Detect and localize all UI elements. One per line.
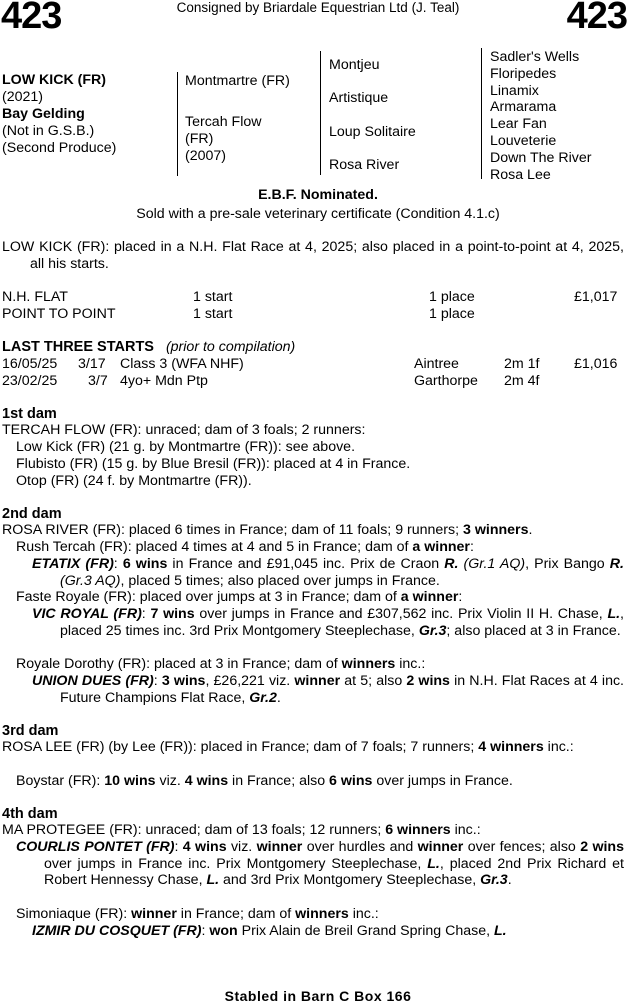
ggp-5: Lear Fan — [490, 116, 547, 133]
dam4-heading: 4th dam — [2, 806, 58, 822]
lot-number: 423 — [1, 0, 62, 37]
dam1-foal: Low Kick (FR) (21 g. by Montmartre (FR)): see above. — [16, 439, 356, 455]
great-grandparents — [490, 49, 591, 183]
vet-note: Sold with a pre-sale veterinary certificate (Condition 4.1.c) — [136, 206, 500, 222]
ggp-2: Floripedes — [490, 65, 557, 82]
dam4-line: MA PROTEGEE (FR): unraced; dam of 13 foals; 12 runners; 6 winners inc.: — [2, 822, 481, 838]
horse-info — [2, 72, 116, 157]
lot-number-right: 423 — [566, 0, 627, 37]
pedigree-divider-2 — [320, 51, 321, 175]
dam2-produce-royale: Royale Dorothy (FR): placed at 3 in France; dam of winners inc.: — [16, 656, 426, 672]
dam-sire: Loup Solitaire — [329, 124, 416, 140]
record-row: POINT TO POINT 1 start 1 place — [2, 306, 475, 322]
dam1-foal: Otop (FR) (24 f. by Montmartre (FR)). — [16, 473, 252, 489]
dam2-heading: 2nd dam — [2, 506, 62, 522]
pedigree-divider-1 — [177, 72, 178, 176]
last-start-row: 16/05/25 3/17 Class 3 (WFA NHF) Aintree 2m 1f £1,016 — [2, 356, 618, 372]
dam2-produce-faste: Faste Royale (FR): placed over jumps at 3 in France; dam of a winner: — [16, 589, 463, 605]
dam-dam: Rosa River — [329, 157, 400, 173]
dam3-boystar: Boystar (FR): 10 wins viz. 4 wins in France; also 6 wins over jumps in France. — [16, 773, 513, 789]
dam2-vic: VIC ROYAL (FR): 7 wins over jumps in France and £307,562 inc. Prix Violin II H. Chase, L., placed 25 times inc. 3rd Prix Montgomery Steeplechase, Gr.3; also placed at 3 in France. — [32, 606, 624, 639]
dam2-line: ROSA RIVER (FR): placed 6 times in France; dam of 11 foals; 9 runners; 3 winners. — [2, 522, 533, 538]
ggp-6: Louveterie — [490, 132, 557, 149]
stabling-footer: Stabled in Barn C Box 166 — [224, 988, 412, 1004]
last-three-heading: LAST THREE STARTS (prior to compilation) — [2, 339, 296, 355]
dam4-izmir: IZMIR DU COSQUET (FR): won Prix Alain de Breil Grand Spring Chase, L. — [32, 923, 507, 939]
ggp-1: Sadler's Wells — [490, 49, 580, 65]
pedigree-table — [0, 48, 636, 183]
dam4-simoniaque: Simoniaque (FR): winner in France; dam of winners inc.: — [16, 906, 379, 922]
sire: Montmartre (FR) — [185, 73, 290, 89]
dam3-line: ROSA LEE (FR) (by Lee (FR)): placed in France; dam of 7 foals; 7 runners; 4 winners inc.: — [2, 739, 574, 755]
ggp-3: Linamix — [490, 82, 539, 99]
dam-year: (2007) — [185, 148, 227, 164]
consignor: Consigned by Briardale Equestrian Ltd (J. Teal) — [176, 0, 460, 15]
horse-year: (2021) — [2, 89, 44, 105]
race-summary: LOW KICK (FR): placed in a N.H. Flat Race at 4, 2025; also placed in a point-to-point at 4, 2025, all his starts. — [2, 239, 624, 272]
dam1-heading: 1st dam — [2, 406, 57, 422]
dam2-produce-rush: Rush Tercah (FR): placed 4 times at 4 and 5 in France; dam of a winner: — [16, 539, 474, 555]
dam-name: Tercah Flow — [185, 114, 262, 130]
dam1-line: TERCAH FLOW (FR): unraced; dam of 3 foals; 2 runners: — [2, 422, 366, 438]
dam-suffix: (FR) — [185, 131, 214, 147]
dam2-union: UNION DUES (FR): 3 wins, £26,221 viz. winner at 5; also 2 wins in N.H. Flat Races at 4 inc. Future Champions Flat Race, Gr.2. — [32, 673, 625, 706]
ggp-8: Rosa Lee — [490, 166, 551, 183]
record-row: N.H. FLAT 1 start 1 place £1,017 — [2, 289, 618, 305]
sire-sire: Montjeu — [329, 57, 380, 73]
horse-name: LOW KICK (FR) — [2, 72, 107, 88]
dam — [185, 114, 261, 165]
sire-dam: Artistique — [329, 90, 389, 106]
ggp-7: Down The River — [490, 149, 592, 166]
horse-produce: (Second Produce) — [2, 140, 117, 156]
ebf-note: E.B.F. Nominated. — [258, 187, 378, 203]
dam1-foal: Flubisto (FR) (15 g. by Blue Bresil (FR)): placed at 4 in France. — [16, 456, 411, 472]
dam3-heading: 3rd dam — [2, 723, 59, 739]
ggp-4: Armarama — [490, 99, 557, 116]
horse-sex: Bay Gelding — [2, 106, 85, 122]
dam2-etatix: ETATIX (FR): 6 wins in France and £91,045 inc. Prix de Craon R. (Gr.1 AQ), Prix Bango R. (Gr.3 AQ), placed 5 times; also placed over jumps in France. — [32, 556, 624, 589]
dam4-courlis: COURLIS PONTET (FR): 4 wins viz. winner over hurdles and winner over fences; also 2 wins over jumps in France inc. Prix Montgomery Steeplechase, L., placed 2nd Prix Richard et Robert Hennessy Chase, L. and 3rd Prix Montgomery Steeplechase, Gr.3. — [16, 839, 624, 889]
horse-gsb: (Not in G.S.B.) — [2, 123, 95, 139]
pedigree-divider-3 — [481, 48, 482, 179]
last-start-row: 23/02/25 3/7 4yo+ Mdn Ptp Garthorpe 2m 4f — [2, 373, 540, 389]
